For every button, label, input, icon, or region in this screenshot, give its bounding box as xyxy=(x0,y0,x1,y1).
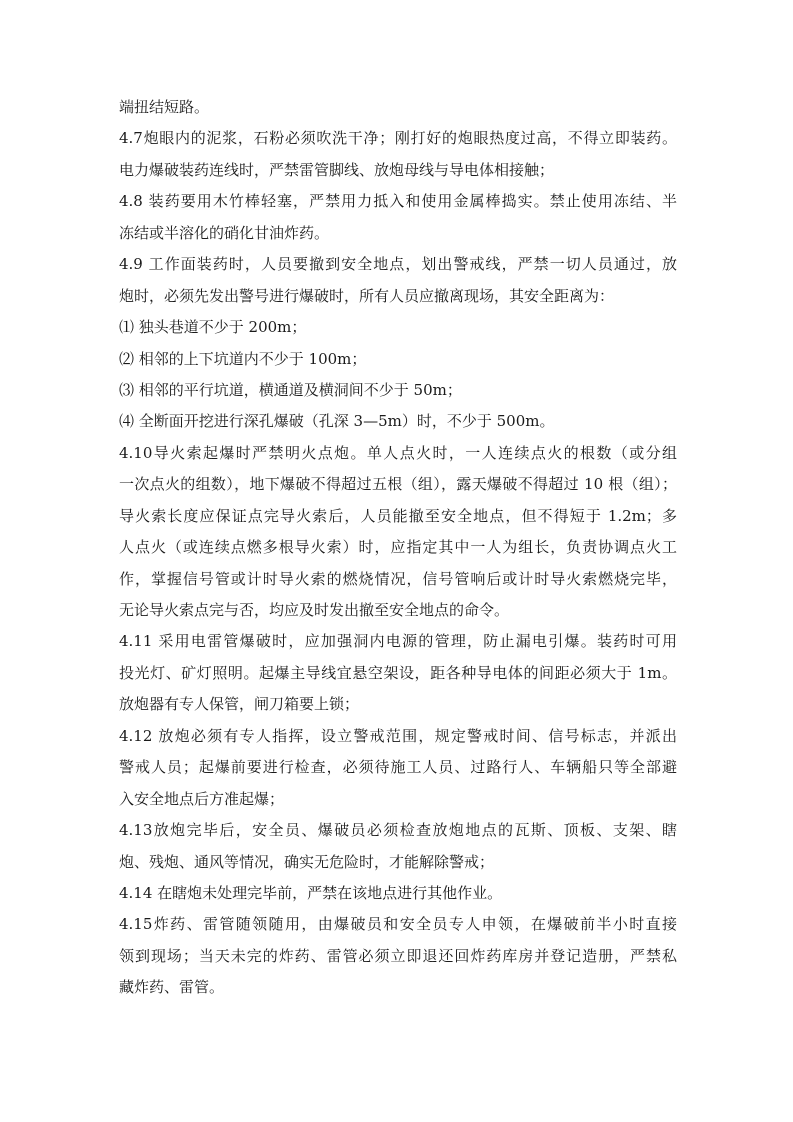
paragraph xyxy=(119,438,677,627)
paragraph xyxy=(119,92,677,123)
text-line: 作，掌握信号管或计时导火索的燃烧情况，信号管响后或计时导火索燃烧完毕， xyxy=(119,569,677,588)
paragraph xyxy=(119,626,677,720)
text-line: 4.15炸药、雷管随领随用，由爆破员和安全员专人申领，在爆破前半小时直接 xyxy=(119,915,677,934)
paragraph xyxy=(119,123,677,186)
text-line: 冻结或半溶化的硝化甘油炸药。 xyxy=(119,223,330,242)
paragraph xyxy=(119,909,677,1003)
paragraph xyxy=(119,249,677,312)
text-line: 藏炸药、雷管。 xyxy=(119,978,225,997)
text-line: ⑵ 相邻的上下坑道内不少于 100m； xyxy=(119,349,367,368)
text-line: 电力爆破装药连线时，严禁雷管脚线、放炮母线与导电体相接触； xyxy=(119,160,555,179)
text-line: 人点火（或连续点燃多根导火索）时，应指定其中一人为组长，负责协调点火工 xyxy=(119,538,677,557)
text-line: 无论导火索点完与否，均应及时发出撤至安全地点的命令。 xyxy=(119,601,510,619)
text-line: 领到现场；当天未完的炸药、雷管必须立即退还回炸药库房并登记造册，严禁私 xyxy=(119,946,677,965)
paragraph xyxy=(119,721,677,815)
text-line: 端扭结短路。 xyxy=(119,98,210,116)
paragraph xyxy=(119,186,677,249)
paragraph xyxy=(119,375,677,406)
text-line: 一次点火的组数），地下爆破不得超过五根（组），露天爆破不得超过 10 根（组）； xyxy=(119,475,677,494)
text-line: ⑷ 全断面开挖进行深孔爆破（孔深 3—5m）时，不少于 500m。 xyxy=(119,412,555,431)
text-line: 4.8 装药要用木竹棒轻塞，严禁用力抵入和使用金属棒捣实。禁止使用冻结、半 xyxy=(119,192,677,211)
document-page xyxy=(119,92,677,1004)
text-line: ⑴ 独头巷道不少于 200m； xyxy=(119,318,307,337)
text-line: 炮、残炮、通风等情况，确实无危险时，才能解除警戒； xyxy=(119,852,495,871)
paragraph xyxy=(119,406,677,437)
paragraph xyxy=(119,878,677,909)
paragraph xyxy=(119,344,677,375)
text-line: 4.9 工作面装药时，人员要撤到安全地点，划出警戒线，严禁一切人员通过，放 xyxy=(119,255,677,274)
text-line: 投光灯、矿灯照明。起爆主导线宜悬空架设，距各种导电体的间距必须大于 1m。 xyxy=(119,663,677,682)
text-line: 4.11 采用电雷管爆破时，应加强洞内电源的管理，防止漏电引爆。装药时可用 xyxy=(119,632,677,651)
text-line: 入安全地点后方准起爆； xyxy=(119,789,285,808)
paragraph xyxy=(119,815,677,878)
text-line: 4.14 在瞎炮未处理完毕前，严禁在该地点进行其他作业。 xyxy=(119,883,503,902)
text-line: 4.10导火索起爆时严禁明火点炮。单人点火时，一人连续点火的根数（或分组 xyxy=(119,443,677,462)
text-line: 4.7炮眼内的泥浆，石粉必须吹洗干净；刚打好的炮眼热度过高，不得立即装药。 xyxy=(119,129,677,148)
text-line: 炮时，必须先发出警号进行爆破时，所有人员应撤离现场，其安全距离为： xyxy=(119,286,615,305)
text-line: 警戒人员；起爆前要进行检查，必须待施工人员、过路行人、车辆船只等全部避 xyxy=(119,758,677,777)
text-line: ⑶ 相邻的平行坑道，横通道及横洞间不少于 50m； xyxy=(119,380,462,399)
text-line: 导火索长度应保证点完导火索后，人员能撤至安全地点，但不得短于 1.2m；多 xyxy=(119,506,677,525)
text-line: 4.12 放炮必须有专人指挥，设立警戒范围，规定警戒时间、信号标志，并派出 xyxy=(119,726,677,745)
text-line: 放炮器有专人保管，闸刀箱要上锁； xyxy=(119,695,360,714)
text-line: 4.13放炮完毕后，安全员、爆破员必须检查放炮地点的瓦斯、顶板、支架、瞎 xyxy=(119,821,677,840)
paragraph xyxy=(119,312,677,343)
